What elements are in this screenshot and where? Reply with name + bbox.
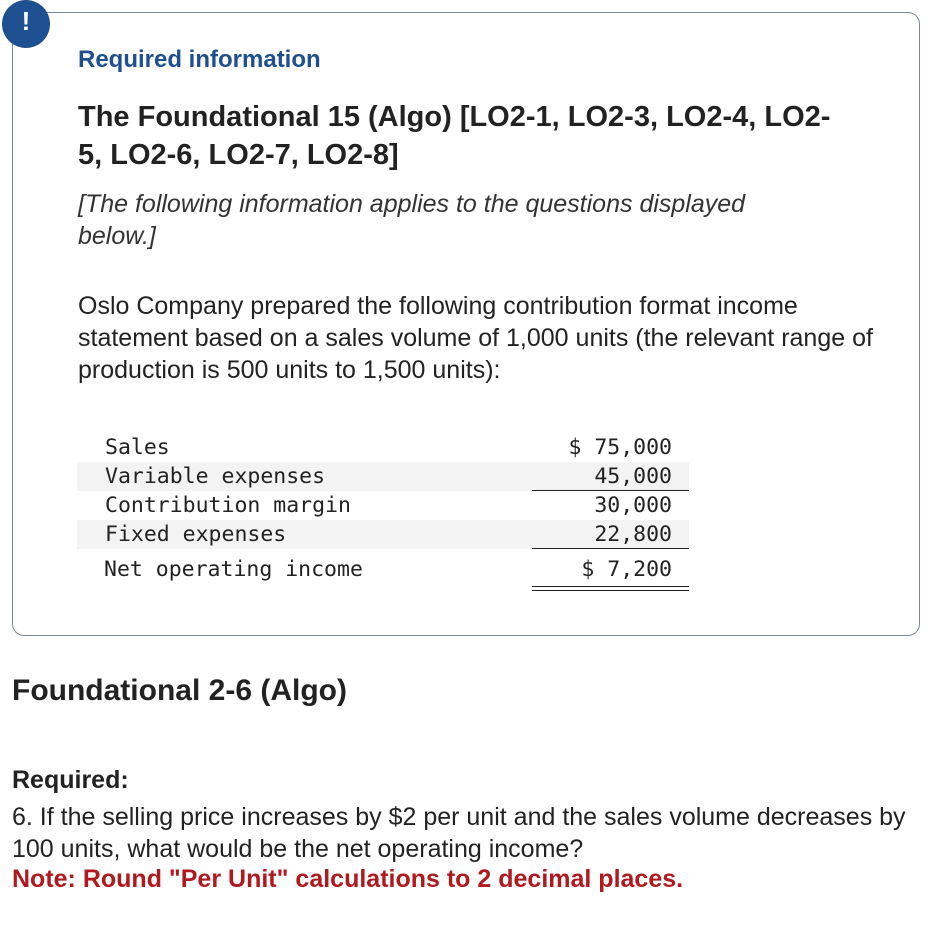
row-value: $ 7,200 (581, 557, 672, 582)
table-row-variable-expenses (77, 462, 689, 491)
table-row-contribution-margin (77, 491, 689, 520)
row-value: 45,000 (594, 464, 672, 489)
question-text: 6. If the selling price increases by $2 per unit and the sales volume decreases by 100 units, what would be the net operating income? (12, 803, 906, 863)
required-information-heading: Required information (78, 46, 321, 73)
row-label: Contribution margin (105, 493, 351, 518)
income-statement-table (77, 433, 689, 587)
table-row-fixed-expenses (77, 520, 689, 549)
subtotal-underline (532, 548, 689, 549)
row-label: Variable expenses (105, 464, 326, 489)
row-label: Net operating income (104, 557, 363, 582)
question-title: Foundational 2-6 (Algo) (12, 674, 347, 707)
applies-note: [The following information applies to the questions displayed below.] (78, 190, 746, 250)
rounding-note: Note: Round "Per Unit" calculations to 2 decimal places. (12, 865, 684, 893)
row-label: Sales (105, 435, 170, 460)
required-label: Required: (12, 766, 129, 794)
problem-description: Oslo Company prepared the following contribution format income statement based on a sales volume of 1,000 units (the relevant range of production is 500 units to 1,500 units): (78, 292, 873, 384)
row-label: Fixed expenses (105, 522, 287, 547)
problem-set-title: The Foundational 15 (Algo) [LO2-1, LO2-3, LO2-4, LO2-5, LO2-6, LO2-7, LO2-8] (78, 101, 831, 171)
table-row-net-operating-income (77, 551, 689, 587)
row-value: 30,000 (594, 493, 672, 518)
alert-icon: ! (2, 0, 50, 48)
total-double-underline (532, 586, 689, 591)
row-value: $ 75,000 (568, 435, 672, 460)
row-value: 22,800 (594, 522, 672, 547)
table-row-sales (77, 433, 689, 462)
